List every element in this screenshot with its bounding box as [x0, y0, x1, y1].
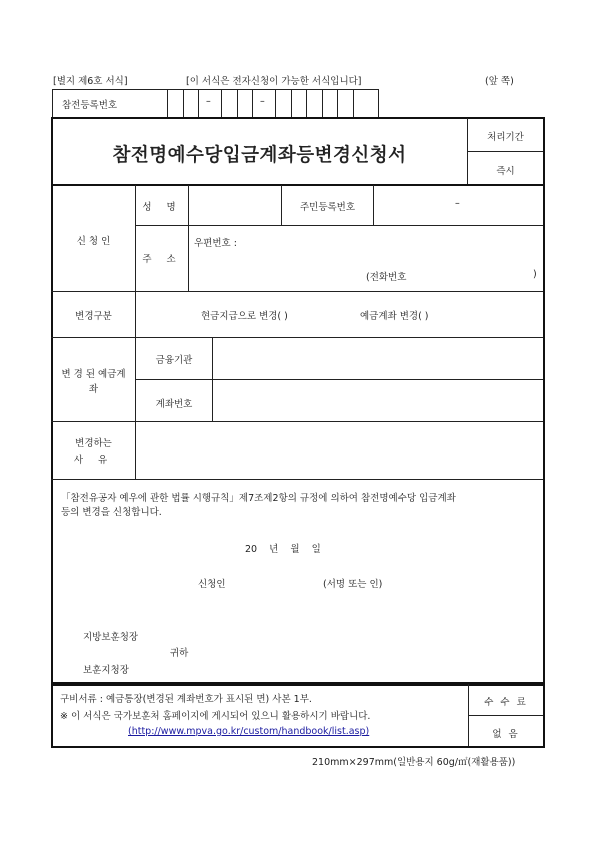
fee-label: 수 수 료 — [484, 697, 528, 708]
declaration-text-cont: 등의 변경을 신청합니다. — [61, 507, 162, 518]
processing-period-value: 즉시 — [496, 166, 515, 177]
name-field[interactable] — [189, 186, 280, 224]
reg-number-dash: – — [206, 96, 211, 107]
honorific: 귀하 — [170, 648, 189, 659]
date-line: 20 년 월 일 — [245, 544, 321, 555]
rrn-label: 주민등록번호 — [299, 202, 356, 213]
address-field[interactable] — [189, 226, 542, 290]
address-label: 주 소 — [142, 254, 182, 265]
reason-label-cont: 사 유 — [73, 455, 114, 466]
paper-spec: 210mm×297mm(일반용지 60g/㎡(재활용품)) — [312, 757, 516, 768]
recipient-branch-office: 보훈지청장 — [83, 665, 129, 676]
fee-value: 없 음 — [492, 729, 520, 740]
applicant-section-label: 신 청 인 — [76, 236, 111, 247]
reason-label: 변경하는 — [75, 438, 112, 449]
rrn-field[interactable] — [374, 186, 542, 224]
change-type-label: 변경구분 — [75, 311, 112, 322]
changed-account-label: 변 경 된 예금계 — [61, 369, 126, 380]
declaration-text: 「참전유공자 예우에 관한 법률 시행규칙」제7조제2항의 규정에 의하여 참전명예수당 입금계좌 — [61, 493, 456, 504]
rrn-dash: – — [455, 198, 460, 209]
reg-number-dash: – — [260, 96, 265, 107]
notice-text: ※ 이 서식은 국가보훈처 홈페이지에 게시되어 있으니 활용하시기 바랍니다. — [60, 711, 371, 722]
reg-number-label: 참전등록번호 — [62, 100, 118, 111]
processing-period-label: 처리기간 — [487, 132, 524, 143]
phone-close: ) — [533, 269, 537, 280]
form-number: [별지 제6호 서식] — [53, 76, 128, 87]
bank-label: 금융기관 — [155, 355, 193, 366]
required-documents: 구비서류 : 예금통장(변경된 계좌번호가 표시된 면) 사본 1부. — [60, 694, 312, 705]
signature-field[interactable] — [240, 572, 320, 590]
option-cash[interactable]: 현금지급으로 변경( ) — [201, 311, 288, 322]
electronic-note: [이 서식은 전자신청이 가능한 서식입니다] — [186, 76, 362, 87]
reason-field[interactable] — [136, 422, 542, 478]
page-side: (앞 쪽) — [485, 76, 514, 87]
recipient-regional-office: 지방보훈청장 — [83, 632, 139, 643]
postal-code-label: 우편번호 : — [194, 238, 237, 249]
account-number-label: 계좌번호 — [155, 399, 193, 410]
signature-label: (서명 또는 인) — [323, 579, 383, 590]
account-number-field[interactable] — [213, 380, 542, 421]
page-title: 참전명예수당입금계좌등변경신청서 — [112, 145, 407, 166]
option-account[interactable]: 예금계좌 변경( ) — [360, 311, 429, 322]
applicant-sign-label: 신청인 — [198, 579, 226, 590]
homepage-link[interactable]: (http://www.mpva.go.kr/custom/handbook/list.asp) — [128, 726, 370, 737]
reg-number-input[interactable] — [183, 90, 377, 116]
bank-field[interactable] — [213, 338, 542, 378]
phone-label: (전화번호 — [366, 272, 407, 283]
changed-account-label-cont: 좌 — [88, 384, 99, 395]
name-label: 성 명 — [142, 202, 182, 213]
